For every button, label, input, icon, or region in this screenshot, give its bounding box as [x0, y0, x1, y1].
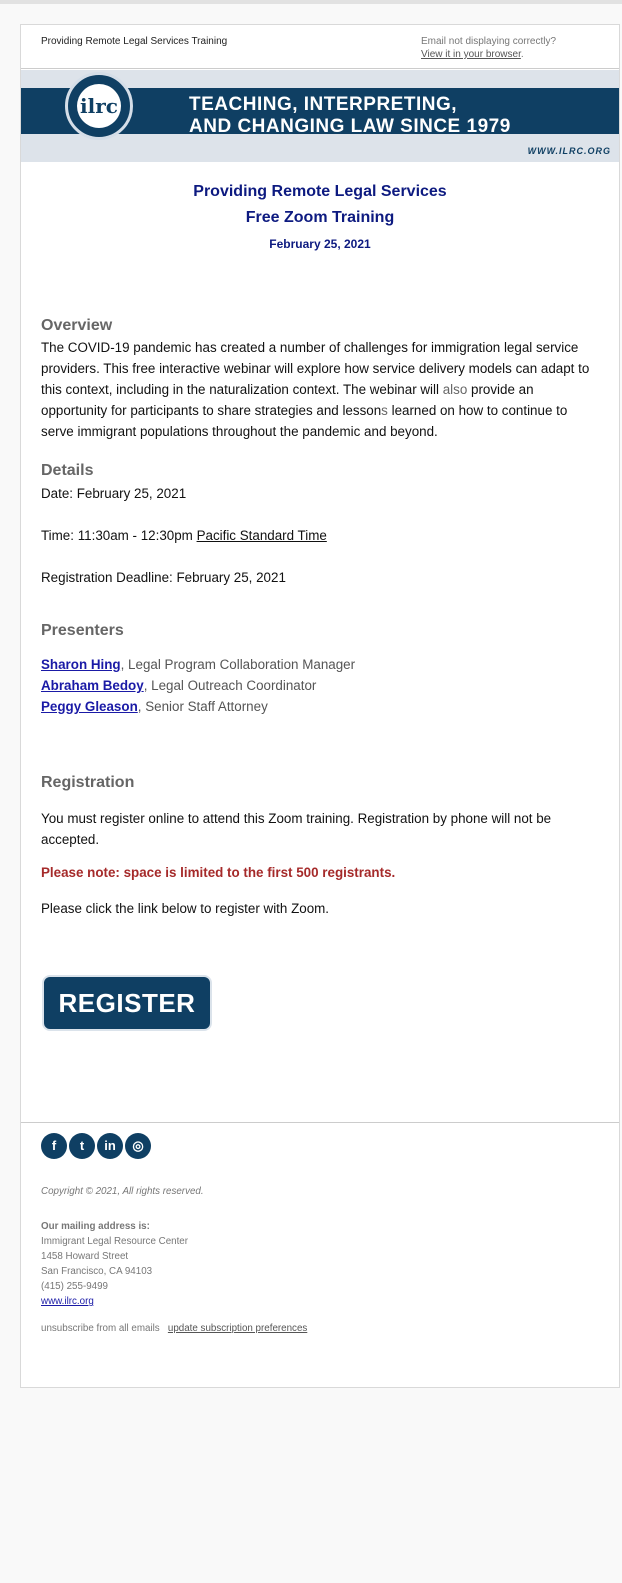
overview-heading: Overview	[41, 317, 113, 334]
presenter-link-sharon-hing[interactable]: Sharon Hing	[41, 657, 121, 672]
street-address: 1458 Howard Street	[41, 1251, 129, 1262]
presenter-item: Abraham Bedoy, Legal Outreach Coordinator	[41, 678, 317, 693]
preheader-title: Providing Remote Legal Services Training	[41, 36, 228, 47]
banner-headline	[189, 94, 511, 138]
presenter-item: Peggy Gleason, Senior Staff Attorney	[41, 699, 268, 714]
twitter-icon[interactable]: t	[69, 1133, 95, 1159]
unsubscribe-link[interactable]: unsubscribe from all emails	[41, 1323, 160, 1334]
preheader-browser-note: Email not displaying correctly? View it in your browser.	[421, 36, 557, 60]
copyright-text: Copyright © 2021, All rights reserved.	[41, 1186, 204, 1197]
banner-headline-line2: AND CHANGING LAW SINCE 1979	[189, 116, 511, 137]
main-title: Providing Remote Legal Services	[193, 183, 447, 200]
details-heading: Details	[41, 462, 94, 479]
overview-text: The COVID-19 pandemic has created a number of challenges for immigration legal service providers. This free interactive webinar will explore how service delivery models can adapt to this context, including in the naturalization context. The webinar will also provide an opportunity for participants to share strategies and lessons learned on how to continue to serve immigrant populations throughout the pandemic and beyond.	[41, 340, 590, 439]
org-name: Immigrant Legal Resource Center	[41, 1236, 189, 1247]
registration-text: You must register online to attend this Zoom training. Registration by phone will not be accepted.	[41, 811, 552, 847]
website-link[interactable]: www.ilrc.org	[41, 1296, 94, 1307]
not-displaying-text: Email not displaying correctly?	[421, 36, 557, 47]
capacity-note: Please note: space is limited to the first 500 registrants.	[41, 865, 396, 880]
registration-heading: Registration	[41, 774, 135, 791]
register-instructions: Please click the link below to register with Zoom.	[41, 901, 330, 916]
phone-number: (415) 255-9499	[41, 1281, 108, 1292]
details-time: Time: 11:30am - 12:30pm Pacific Standard Time	[41, 528, 327, 543]
city-address: San Francisco, CA 94103	[41, 1266, 153, 1277]
ilrc-seal-logo	[65, 72, 133, 140]
register-button[interactable]: REGISTER	[42, 975, 212, 1031]
update-preferences-link[interactable]: update subscription preferences	[167, 1323, 308, 1334]
email-card	[20, 24, 620, 1388]
presenters-heading: Presenters	[41, 622, 124, 639]
top-bar	[0, 0, 622, 4]
timezone-link[interactable]: Pacific Standard Time	[196, 528, 327, 543]
event-date: February 25, 2021	[269, 237, 371, 251]
mailing-label: Our mailing address is:	[41, 1221, 150, 1232]
mailing-address	[41, 1219, 188, 1309]
instagram-icon[interactable]: ◎	[125, 1133, 151, 1159]
header-divider	[21, 68, 619, 69]
banner-url: WWW.ILRC.ORG	[527, 146, 611, 156]
presenter-item: Sharon Hing, Legal Program Collaboration Manager	[41, 657, 356, 672]
details-date: Date: February 25, 2021	[41, 486, 187, 501]
footer-divider	[21, 1122, 619, 1123]
details-deadline: Registration Deadline: February 25, 2021	[41, 570, 286, 585]
view-in-browser-link[interactable]: View it in your browser	[421, 49, 521, 60]
ilrc-banner	[21, 70, 619, 162]
presenter-link-peggy-gleason[interactable]: Peggy Gleason	[41, 699, 138, 714]
banner-headline-line1: TEACHING, INTERPRETING,	[189, 94, 458, 115]
presenter-link-abraham-bedoy[interactable]: Abraham Bedoy	[41, 678, 144, 693]
facebook-icon[interactable]: f	[41, 1133, 67, 1159]
subtitle: Free Zoom Training	[245, 209, 395, 226]
subscription-links	[41, 1321, 307, 1336]
logo-text: ilrc	[80, 94, 118, 118]
linkedin-icon[interactable]: in	[97, 1133, 123, 1159]
